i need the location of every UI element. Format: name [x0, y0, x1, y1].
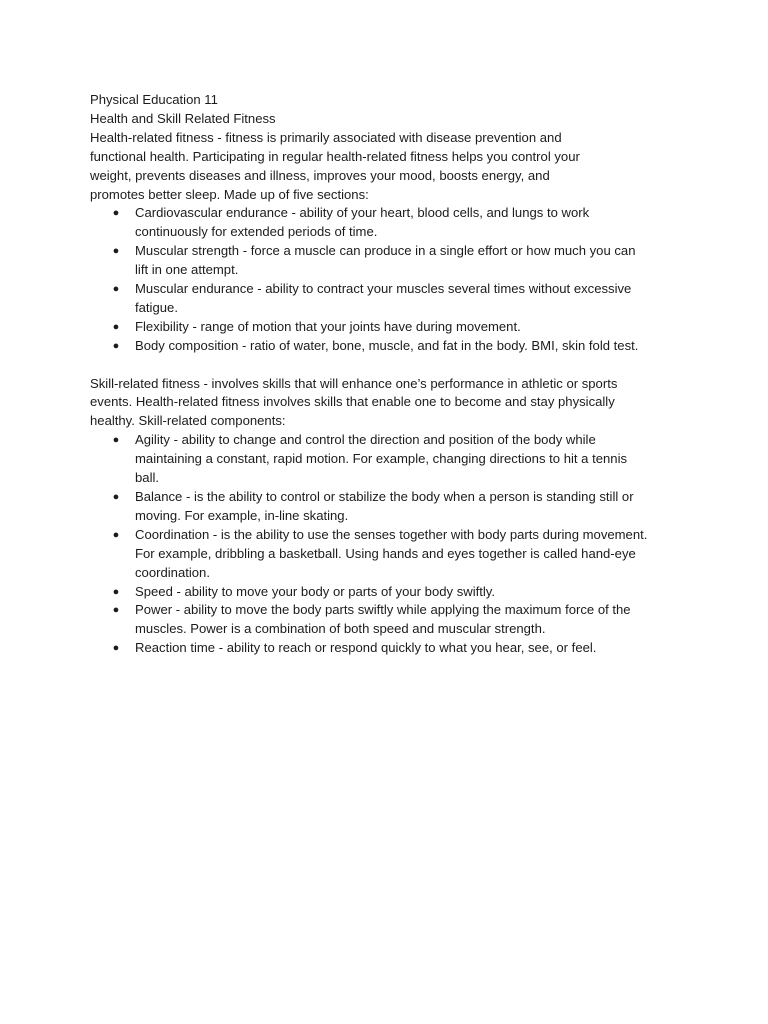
- list-item-line: Flexibility - range of motion that your joints have during movement.: [135, 318, 521, 334]
- list-item-line: Power - ability to move the body parts swiftly while applying the maximum force of the: [135, 602, 631, 618]
- list-item-line: For example, dribbling a basketball. Using hands and eyes together is called hand-eye: [135, 545, 636, 561]
- bullet-icon: ●: [112, 434, 120, 447]
- list-item-agility: [90, 431, 690, 488]
- list-item-line: Agility - ability to change and control the direction and position of the body while: [135, 432, 596, 448]
- list-item-power: [90, 601, 690, 639]
- list-item-line: Coordination - is the ability to use the senses together with body parts during movement.: [135, 526, 648, 542]
- list-item-line: ball.: [135, 470, 160, 486]
- paragraph-line: healthy. Skill-related components:: [90, 413, 286, 429]
- bullet-icon: ●: [112, 207, 120, 220]
- document-title: Physical Education 11: [90, 92, 218, 107]
- health-intro-paragraph: [90, 129, 690, 205]
- list-item-line: Muscular strength - force a muscle can produce in a single effort or how much you can: [135, 243, 636, 259]
- list-item-flexibility: [90, 318, 690, 337]
- list-item-line: Cardiovascular endurance - ability of your heart, blood cells, and lungs to work: [135, 205, 590, 221]
- list-item-muscular-endurance: [90, 280, 690, 318]
- document-subtitle: Health and Skill Related Fitness: [90, 110, 276, 126]
- paragraph-line: weight, prevents diseases and illness, improves your mood, boosts energy, and: [90, 167, 550, 183]
- bullet-icon: ●: [112, 320, 120, 333]
- skill-intro-paragraph: [90, 375, 690, 432]
- list-item-line: Balance - is the ability to control or stabilize the body when a person is standing still or: [135, 489, 634, 505]
- list-item-line: muscles. Power is a combination of both speed and muscular strength.: [135, 621, 546, 637]
- list-item-muscular-strength: [90, 242, 690, 280]
- list-item-line: moving. For example, in-line skating.: [135, 507, 349, 523]
- document-body: [90, 91, 690, 658]
- list-item-line: coordination.: [135, 564, 210, 580]
- list-item-line: Muscular endurance - ability to contract your muscles several times without excessive: [135, 281, 632, 297]
- list-item-speed: [90, 583, 690, 602]
- bullet-icon: ●: [112, 339, 120, 352]
- paragraph-line: promotes better sleep. Made up of five sections:: [90, 186, 369, 202]
- list-item-line: Body composition - ratio of water, bone, muscle, and fat in the body. BMI, skin fold test.: [135, 337, 639, 353]
- bullet-icon: ●: [112, 585, 120, 598]
- bullet-icon: ●: [112, 604, 120, 617]
- list-item-coordination: [90, 526, 690, 583]
- list-item-line: Reaction time - ability to reach or respond quickly to what you hear, see, or feel.: [135, 640, 597, 656]
- paragraph-line: events. Health-related fitness involves skills that enable one to become and stay physically: [90, 394, 615, 410]
- bullet-icon: ●: [112, 245, 120, 258]
- list-item-line: maintaining a constant, rapid motion. For example, changing directions to hit a tennis: [135, 451, 628, 467]
- list-item-line: continuously for extended periods of time.: [135, 224, 378, 240]
- paragraph-spacer: [90, 356, 690, 375]
- paragraph-line: Skill-related fitness - involves skills that will enhance one’s performance in athletic or sports: [90, 375, 618, 391]
- bullet-icon: ●: [112, 528, 120, 541]
- list-item-line: fatigue.: [135, 299, 178, 315]
- bullet-icon: ●: [112, 642, 120, 655]
- paragraph-line: Health-related fitness - fitness is primarily associated with disease prevention and: [90, 129, 562, 145]
- list-item-reaction-time: [90, 639, 690, 658]
- paragraph-line: functional health. Participating in regular health-related fitness helps you control your: [90, 148, 580, 164]
- skill-components-list: [90, 431, 690, 658]
- list-item-balance: [90, 488, 690, 526]
- list-item-line: Speed - ability to move your body or parts of your body swiftly.: [135, 583, 496, 599]
- bullet-icon: ●: [112, 283, 120, 296]
- bullet-icon: ●: [112, 491, 120, 504]
- list-item-line: lift in one attempt.: [135, 262, 239, 278]
- list-item-cardiovascular-endurance: [90, 204, 690, 242]
- list-item-body-composition: [90, 337, 690, 356]
- health-components-list: [90, 204, 690, 355]
